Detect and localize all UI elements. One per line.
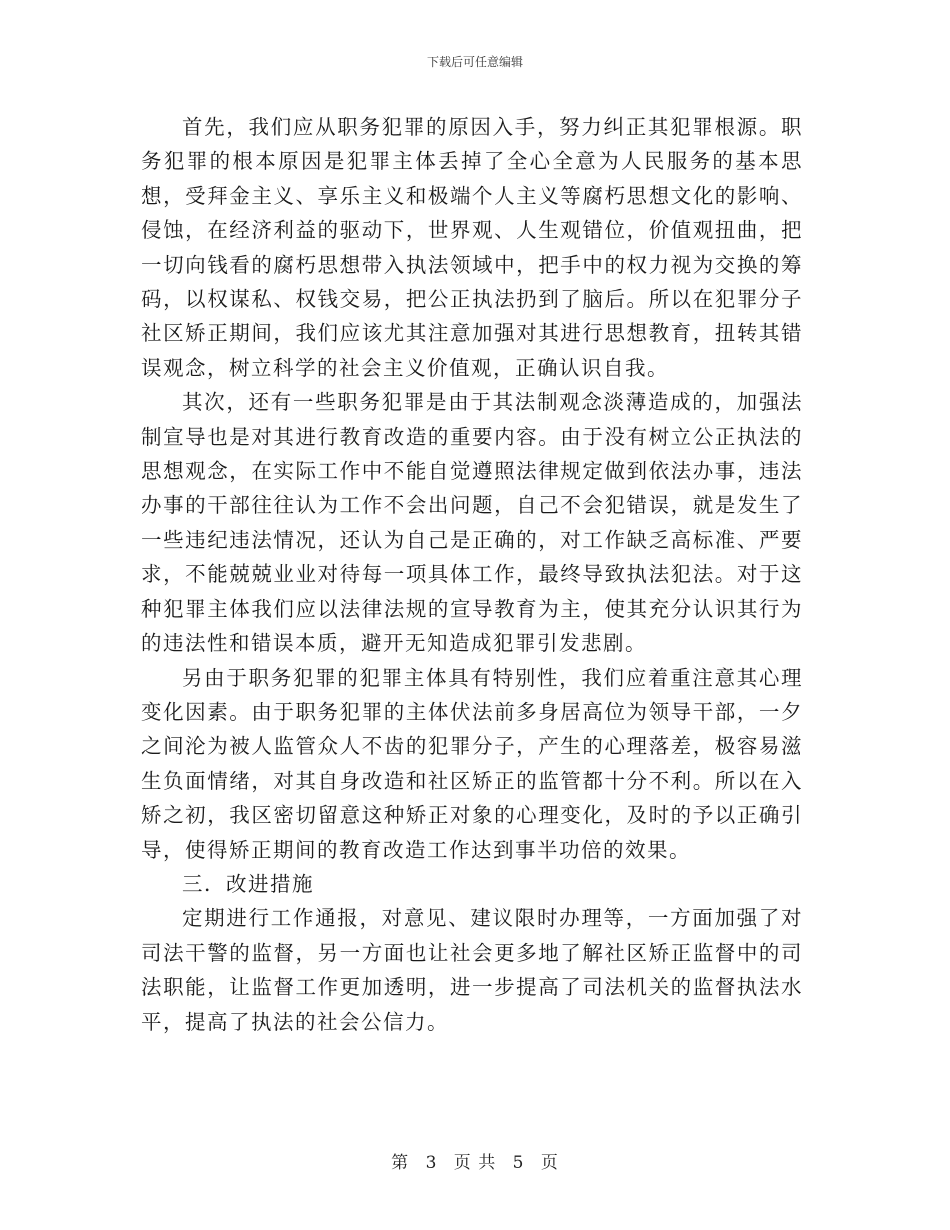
paragraph-3: 另由于职务犯罪的犯罪主体具有特别性，我们应着重注意其心理变化因素。由于职务犯罪的主体伏法前多身居高位为领导干部，一夕之间沦为被人监管众人不齿的犯罪分子，产生的心理落差，极容易滋生负面情绪，对其自身改造和社区矫正的监管都十分不利。所以在入矫之初，我区密切留意这种矫正对象的心理变化，及时的予以正确引导，使得矫正期间的教育改造工作达到事半功倍的效果。 xyxy=(141,665,803,862)
paragraph-1: 首先，我们应从职务犯罪的原因入手，努力纠正其犯罪根源。职务犯罪的根本原因是犯罪主体丢掉了全心全意为人民服务的基本思想，受拜金主义、享乐主义和极端个人主义等腐朽思想文化的影响、侵蚀，在经济利益的驱动下，世界观、人生观错位，价值观扭曲，把一切向钱看的腐朽思想带入执法领域中，把手中的权力视为交换的筹码，以权谋私、权钱交易，把公正执法扔到了脑后。所以在犯罪分子社区矫正期间，我们应该尤其注意加强对其进行思想教育，扭转其错误观念，树立科学的社会主义价值观，正确认识自我。 xyxy=(141,115,803,380)
footer-middle: 页 共 xyxy=(453,1153,497,1173)
paragraph-4: 定期进行工作通报，对意见、建议限时办理等，一方面加强了对司法干警的监督，另一方面也让社会更多地了解社区矫正监督中的司法职能，让监督工作更加透明，进一步提高了司法机关的监督执法水平，提高了执法的社会公信力。 xyxy=(141,906,803,1034)
page-header: 下载后可任意编辑 xyxy=(426,55,523,69)
total-pages-number: 5 xyxy=(512,1153,525,1173)
footer-prefix: 第 xyxy=(391,1153,410,1173)
document-body xyxy=(141,110,803,1039)
footer-suffix: 页 xyxy=(540,1153,559,1173)
page-footer xyxy=(0,1152,950,1174)
paragraph-2: 其次，还有一些职务犯罪是由于其法制观念淡薄造成的，加强法制宣导也是对其进行教育改造的重要内容。由于没有树立公正执法的思想观念，在实际工作中不能自觉遵照法律规定做到依法办事，违法办事的干部往往认为工作不会出问题，自己不会犯错误，就是发生了一些违纪违法情况，还认为自己是正确的，对工作缺乏高标准、严要求，不能兢兢业业对待每一项具体工作，最终导致执法犯法。对于这种犯罪主体我们应以法律法规的宣导教育为主，使其充分认识其行为的违法性和错误本质，避开无知造成犯罪引发悲剧。 xyxy=(141,390,803,656)
section-heading: 三．改进措施 xyxy=(182,871,314,896)
current-page-number: 3 xyxy=(425,1153,438,1173)
